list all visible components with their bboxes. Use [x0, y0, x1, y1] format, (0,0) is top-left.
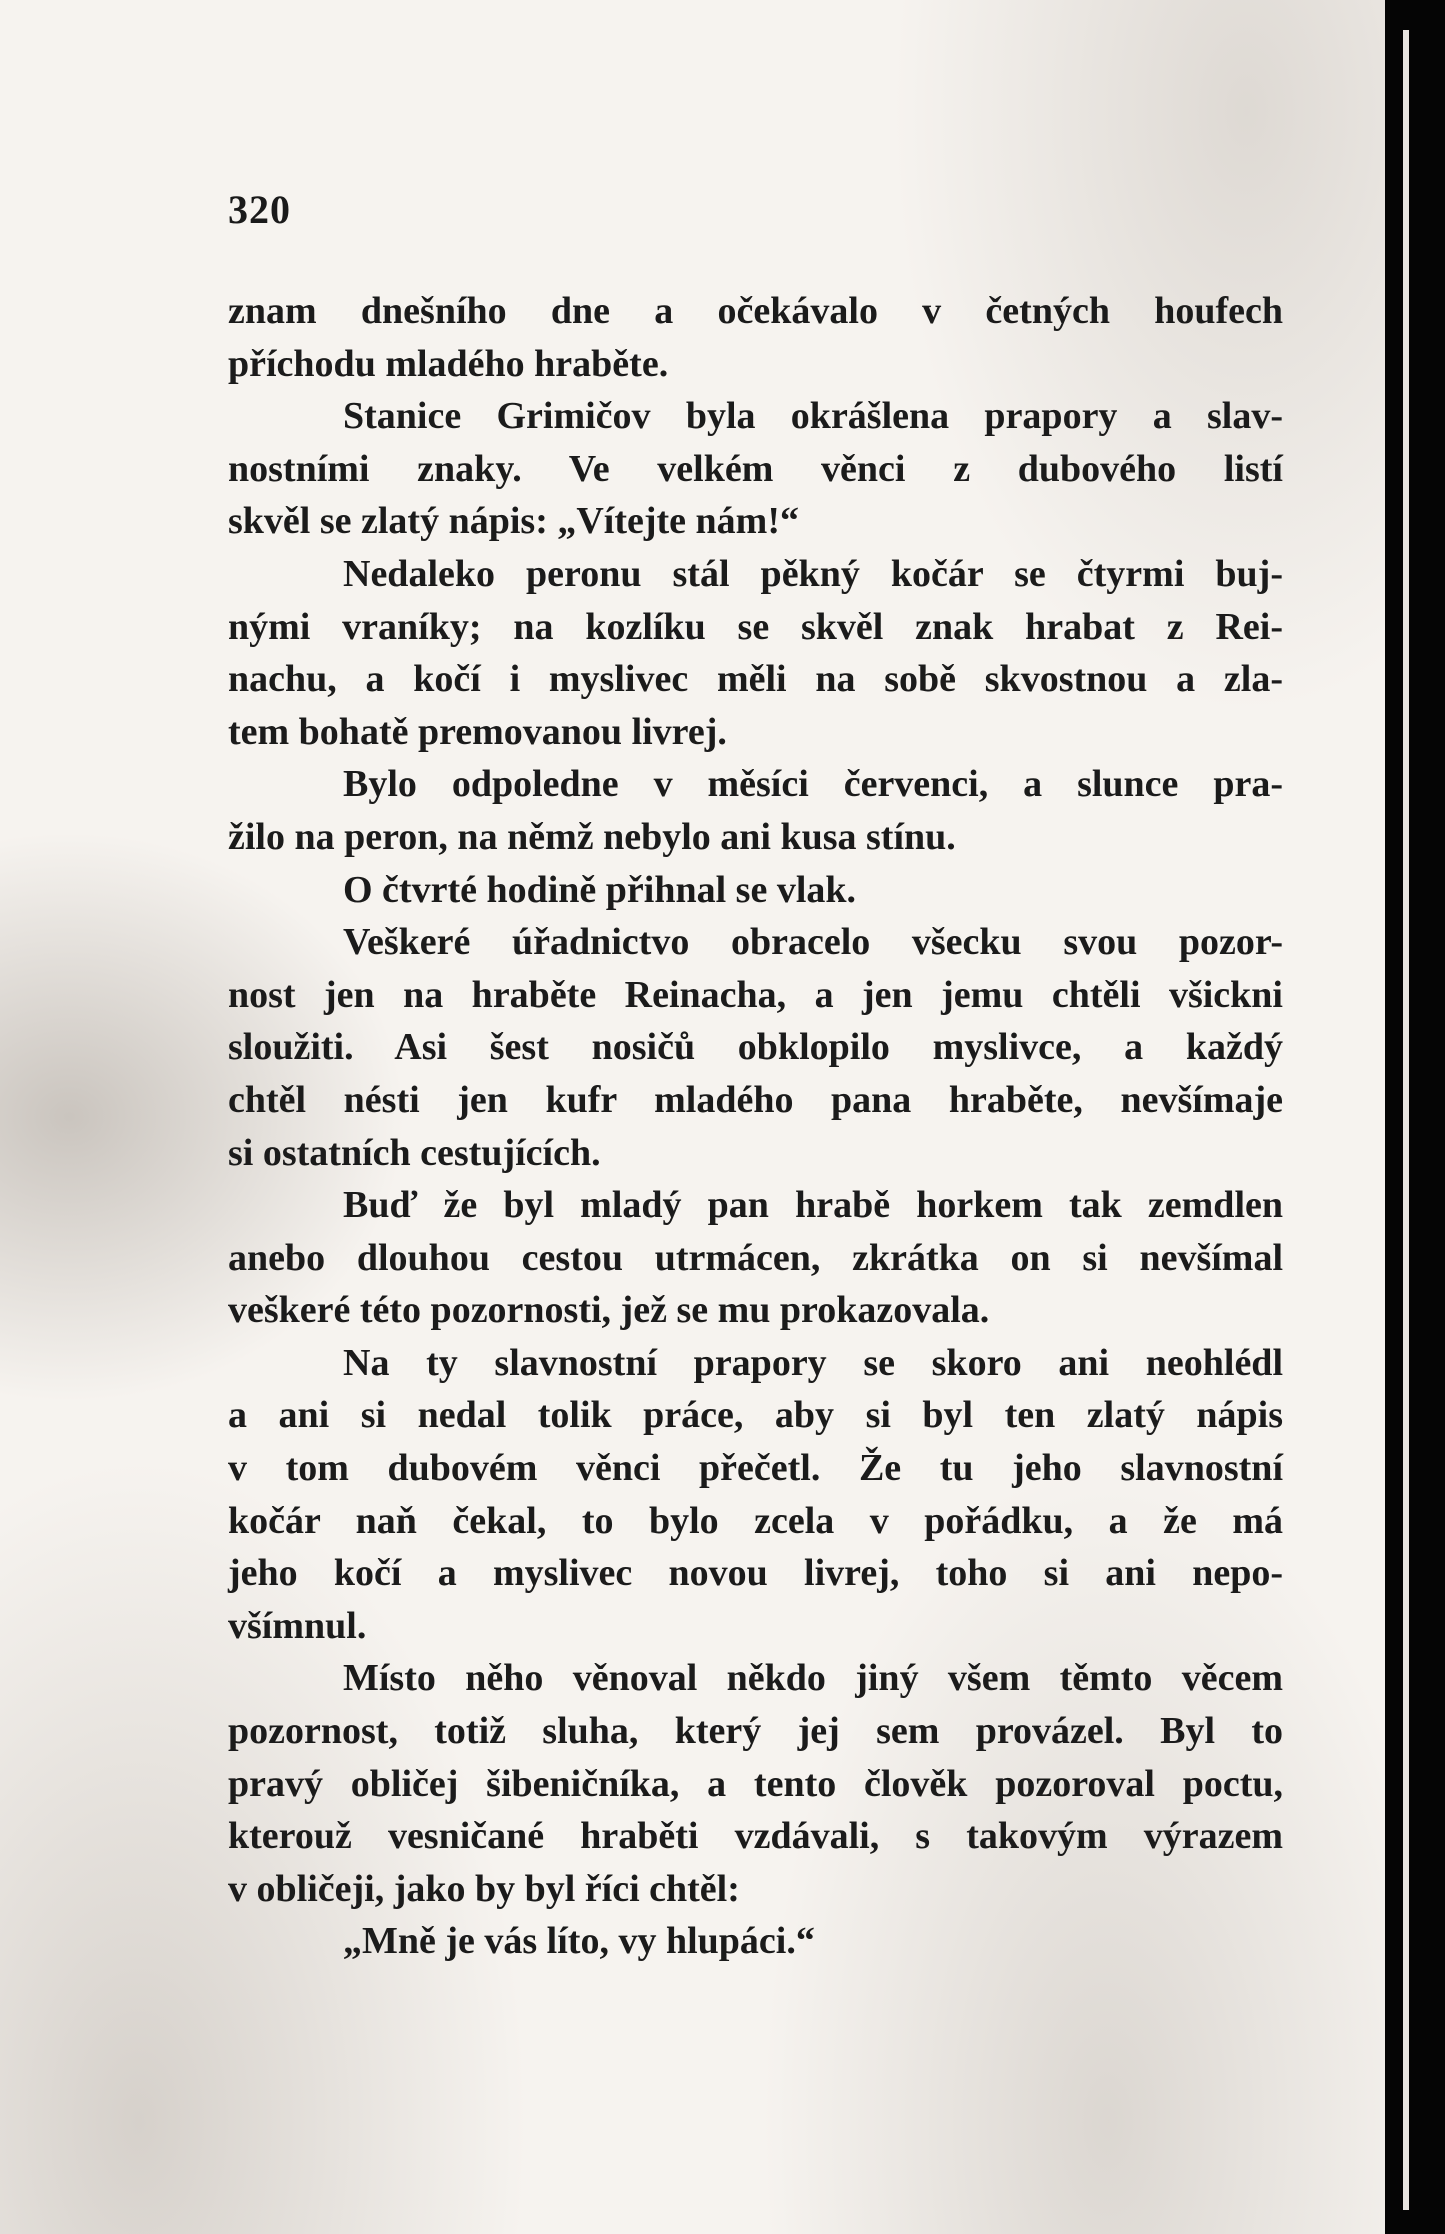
text-line: pozornost, totiž sluha, který jej sem provázel. Byl to	[228, 1710, 1283, 1753]
text-line: si ostatních cestujících.	[228, 1131, 601, 1174]
scan-edge	[1385, 0, 1445, 2234]
text-line: v tom dubovém věnci přečetl. Že tu jeho slavnostní	[228, 1447, 1283, 1490]
next-page-edge	[1403, 30, 1409, 2210]
text-line: nými vraníky; na kozlíku se skvěl znak hrabat z Rei-	[228, 605, 1283, 648]
text-line: tem bohatě premovanou livrej.	[228, 710, 727, 753]
text-line: skvěl se zlatý nápis: „Vítejte nám!“	[228, 500, 799, 543]
text-line: Místo něho věnoval někdo jiný všem těmto věcem	[343, 1657, 1283, 1700]
text-line: nostními znaky. Ve velkém věnci z dubového listí	[228, 447, 1283, 490]
text-line: příchodu mladého hraběte.	[228, 342, 669, 385]
page-number: 320	[228, 187, 291, 232]
text-line: Na ty slavnostní prapory se skoro ani neohlédl	[343, 1341, 1283, 1384]
text-line: jeho kočí a myslivec novou livrej, toho si ani nepo-	[228, 1552, 1283, 1595]
text-line: anebo dlouhou cestou utrmácen, zkrátka on si nevšímal	[228, 1236, 1283, 1279]
text-line: Bylo odpoledne v měsíci červenci, a slunce pra-	[343, 763, 1283, 806]
text-line: Veškeré úřadnictvo obracelo všecku svou pozor-	[343, 921, 1283, 964]
text-line: Stanice Grimičov byla okrášlena prapory a slav-	[343, 395, 1283, 438]
text-line: kočár naň čekal, to bylo zcela v pořádku, a že má	[228, 1499, 1283, 1542]
text-line: nachu, a kočí i myslivec měli na sobě skvostnou a zla-	[228, 658, 1283, 701]
text-line: znam dnešního dne a očekávalo v četných houfech	[228, 290, 1283, 332]
text-line: „Mně je vás líto, vy hlupáci.“	[343, 1920, 815, 1963]
text-line: pravý obličej šibeničníka, a tento člověk pozoroval poctu,	[228, 1762, 1283, 1805]
text-line: sloužiti. Asi šest nosičů obklopilo myslivce, a každý	[228, 1026, 1283, 1069]
text-line: kterouž vesničané hraběti vzdávali, s takovým výrazem	[228, 1815, 1283, 1858]
text-line: žilo na peron, na němž nebylo ani kusa stínu.	[228, 815, 956, 858]
text-line: Buď že byl mladý pan hrabě horkem tak zemdlen	[343, 1184, 1283, 1227]
text-line: veškeré této pozornosti, jež se mu prokazovala.	[228, 1289, 990, 1332]
text-line: chtěl nésti jen kufr mladého pana hraběte, nevšímaje	[228, 1078, 1283, 1121]
text-line: O čtvrté hodině přihnal se vlak.	[343, 868, 857, 911]
text-line: všímnul.	[228, 1604, 367, 1647]
text-line: a ani si nedal tolik práce, aby si byl ten zlatý nápis	[228, 1394, 1283, 1437]
text-line: v obličeji, jako by byl říci chtěl:	[228, 1867, 740, 1910]
body-text	[228, 285, 1283, 1968]
text-line: Nedaleko peronu stál pěkný kočár se čtyrmi buj-	[343, 552, 1283, 595]
text-line: nost jen na hraběte Reinacha, a jen jemu chtěli všickni	[228, 973, 1283, 1016]
